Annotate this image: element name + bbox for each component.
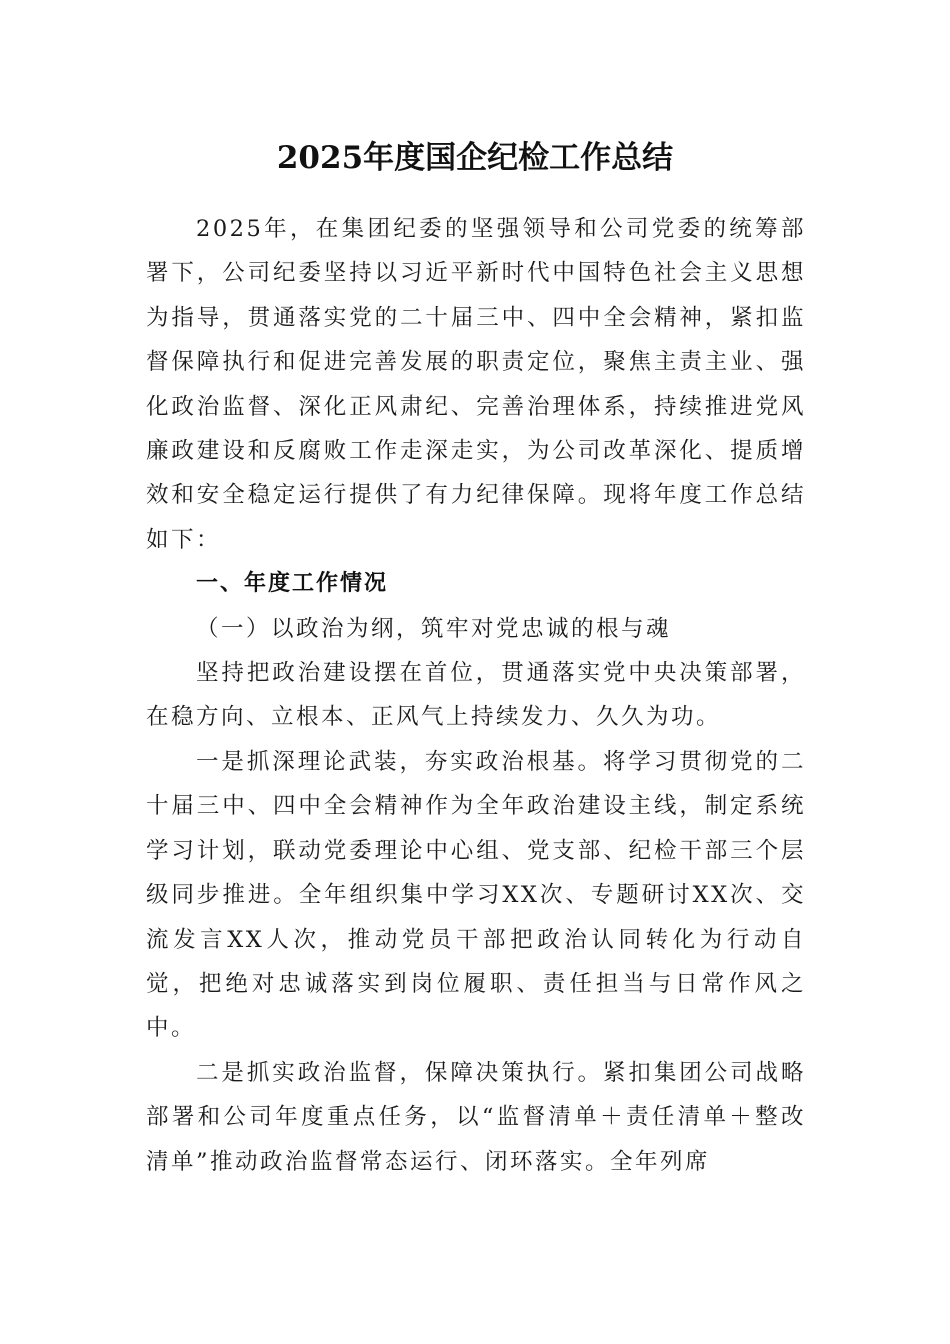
subsection-intro-paragraph: 坚持把政治建设摆在首位，贯通落实党中央决策部署，在稳方向、立根本、正风气上持续发力、久久为功。 [146,660,806,731]
point-two-paragraph: 二是抓实政治监督，保障决策执行。紧扣集团公司战略部署和公司年度重点任务，以“监督清单＋责任清单＋整改清单”推动政治监督常态运行、闭环落实。全年列席 [146,1059,806,1175]
section-heading-annual-work: 一、年度工作情况 [196,571,389,597]
document-body [146,207,806,1184]
intro-paragraph: 2025年，在集团纪委的坚强领导和公司党委的统筹部署下，公司纪委坚持以习近平新时代中国特色社会主义思想为指导，贯通落实党的二十届三中、四中全会精神，紧扣监督保障执行和促进完善发展的职责定位，聚焦主责主业、强化政治监督、深化正风肃纪、完善治理体系，持续推进党风廉政建设和反腐败工作走深走实，为公司改革深化、提质增效和安全稳定运行提供了有力纪律保障。现将年度工作总结如下： [146,216,806,553]
subsection-heading-political: （一）以政治为纲，筑牢对党忠诚的根与魂 [196,615,672,642]
point-one-paragraph: 一是抓深理论武装，夯实政治根基。将学习贯彻党的二十届三中、四中全会精神作为全年政治建设主线，制定系统学习计划，联动党委理论中心组、党支部、纪检干部三个层级同步推进。全年组织集中学习XX次、专题研讨XX次、交流发言XX人次，推动党员干部把政治认同转化为行动自觉，把绝对忠诚落实到岗位履职、责任担当与日常作风之中。 [146,748,806,1042]
document-title: 2025年度国企纪检工作总结 [276,139,674,176]
